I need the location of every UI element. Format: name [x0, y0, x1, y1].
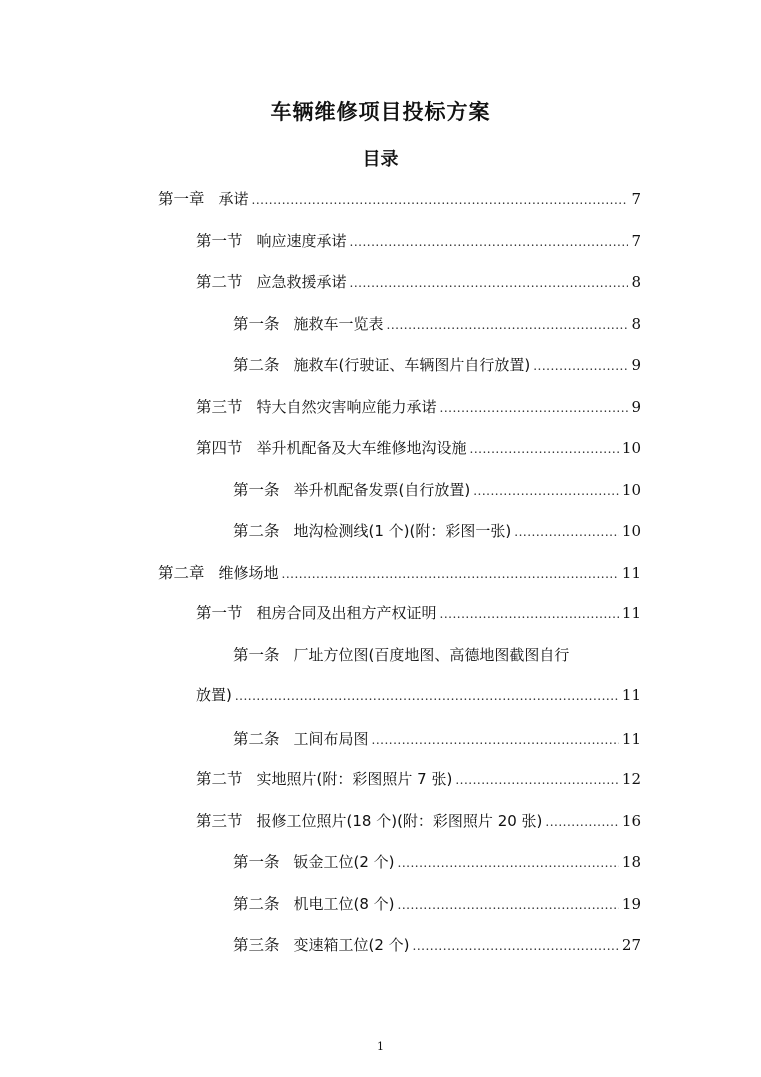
toc-entry-page: 12	[621, 770, 641, 788]
toc-entry-number: 第四节	[196, 439, 243, 457]
toc-entry-text: 施救车一览表	[293, 315, 384, 333]
toc-entry-section[interactable]	[196, 270, 641, 294]
toc-entry-page: 8	[631, 273, 641, 291]
toc-entry-article[interactable]	[233, 312, 641, 336]
toc-entry-text: 举升机配备发票(自行放置)	[293, 481, 471, 499]
toc-entry-text: 钣金工位(2 个)	[293, 853, 395, 871]
toc-entry-number: 第二条	[233, 730, 280, 748]
dot-leader	[372, 733, 619, 747]
toc-entry-page: 27	[621, 936, 641, 954]
toc-entry-continuation[interactable]	[196, 684, 641, 708]
toc-entry-page: 7	[631, 232, 641, 250]
toc-entry-number: 第二节	[196, 770, 243, 788]
toc-entry-page: 9	[631, 398, 641, 416]
toc-entry-chapter-1[interactable]	[158, 187, 641, 211]
toc-entry-article[interactable]	[233, 519, 641, 543]
dot-leader	[455, 773, 619, 787]
toc-entry-number: 第一条	[233, 853, 280, 871]
toc-entry-page: 19	[621, 895, 641, 913]
toc-entry-number: 第一节	[196, 604, 243, 622]
dot-leader	[440, 607, 619, 621]
toc-entry-article[interactable]	[233, 353, 641, 377]
toc-entry-text: 实地照片(附：彩图照片 7 张)	[256, 770, 453, 788]
dot-leader	[350, 235, 629, 249]
toc-entry-page: 9	[631, 356, 641, 374]
toc-heading: 目录	[362, 149, 399, 170]
toc-entry-number: 第二条	[233, 895, 280, 913]
toc-entry-page: 11	[621, 604, 641, 622]
toc-entry-number: 第一条	[233, 315, 280, 333]
dot-leader	[470, 442, 619, 456]
toc-entry-page: 7	[631, 190, 641, 208]
toc-entry-text: 应急救援承诺	[256, 273, 347, 291]
dot-leader	[350, 276, 629, 290]
toc-entry-number: 第二节	[196, 273, 243, 291]
toc-entry-text: 特大自然灾害响应能力承诺	[256, 398, 437, 416]
toc-entry-chapter-2[interactable]	[158, 561, 641, 585]
toc-entry-number: 第一条	[233, 481, 280, 499]
toc-entry-number: 第一章	[158, 190, 205, 208]
toc-entry-number: 第二条	[233, 356, 280, 374]
toc-entry-text: 变速箱工位(2 个)	[293, 936, 410, 954]
toc-entry-article[interactable]	[233, 478, 641, 502]
toc-entry-page: 8	[631, 315, 641, 333]
toc-entry-article[interactable]	[233, 892, 641, 916]
dot-leader	[252, 193, 629, 207]
toc-entry-number: 第一条	[233, 646, 280, 664]
toc-entry-text: 承诺	[218, 190, 249, 208]
dot-leader	[413, 939, 619, 953]
toc-entry-text: 响应速度承诺	[256, 232, 347, 250]
toc-entry-page: 10	[621, 439, 641, 457]
toc-entry-number: 第一节	[196, 232, 243, 250]
toc-entry-section[interactable]	[196, 436, 641, 460]
toc-entry-section[interactable]	[196, 601, 641, 625]
toc-entry-text: 维修场地	[218, 564, 279, 582]
toc-entry-number: 第三条	[233, 936, 280, 954]
toc-entry-number: 第二章	[158, 564, 205, 582]
toc-entry-text: 放置)	[196, 686, 232, 704]
toc-entry-page: 16	[621, 812, 641, 830]
toc-entry-article[interactable]	[233, 850, 641, 874]
toc-entry-article[interactable]	[233, 933, 641, 957]
toc-entry-number: 第三节	[196, 398, 243, 416]
toc-entry-text: 机电工位(8 个)	[293, 895, 395, 913]
toc-entry-section[interactable]	[196, 809, 641, 833]
dot-leader	[473, 484, 619, 498]
toc-entry-text: 地沟检测线(1 个)(附：彩图一张)	[293, 522, 512, 540]
toc-entry-article[interactable]	[233, 643, 641, 667]
toc-entry-text: 举升机配备及大车维修地沟设施	[256, 439, 467, 457]
toc-entry-text: 报修工位照片(18 个)(附：彩图照片 20 张)	[256, 812, 543, 830]
dot-leader	[514, 525, 619, 539]
toc-entry-page: 10	[621, 522, 641, 540]
dot-leader	[387, 318, 629, 332]
toc-entry-page: 11	[621, 730, 641, 748]
dot-leader	[282, 567, 619, 581]
toc-entry-number: 第二条	[233, 522, 280, 540]
page-number: 1	[377, 1040, 384, 1053]
toc-entry-text: 施救车(行驶证、车辆图片自行放置)	[293, 356, 531, 374]
toc-entry-page: 10	[621, 481, 641, 499]
dot-leader	[398, 856, 619, 870]
dot-leader	[398, 898, 619, 912]
toc-entry-article[interactable]	[233, 727, 641, 751]
toc-entry-section[interactable]	[196, 395, 641, 419]
toc-entry-page: 11	[621, 686, 641, 704]
toc-entry-text: 工间布局图	[293, 730, 369, 748]
dot-leader	[533, 359, 628, 373]
dot-leader	[545, 815, 619, 829]
toc-entry-section[interactable]	[196, 767, 641, 791]
toc-entry-page: 11	[621, 564, 641, 582]
document-title: 车辆维修项目投标方案	[270, 100, 491, 124]
toc-entry-text: 租房合同及出租方产权证明	[256, 604, 437, 622]
dot-leader	[440, 401, 629, 415]
toc-entry-number: 第三节	[196, 812, 243, 830]
toc-entry-page: 18	[621, 853, 641, 871]
toc-entry-text: 厂址方位图(百度地图、高德地图截图自行	[293, 646, 570, 664]
dot-leader	[235, 689, 619, 703]
toc-entry-section[interactable]	[196, 229, 641, 253]
